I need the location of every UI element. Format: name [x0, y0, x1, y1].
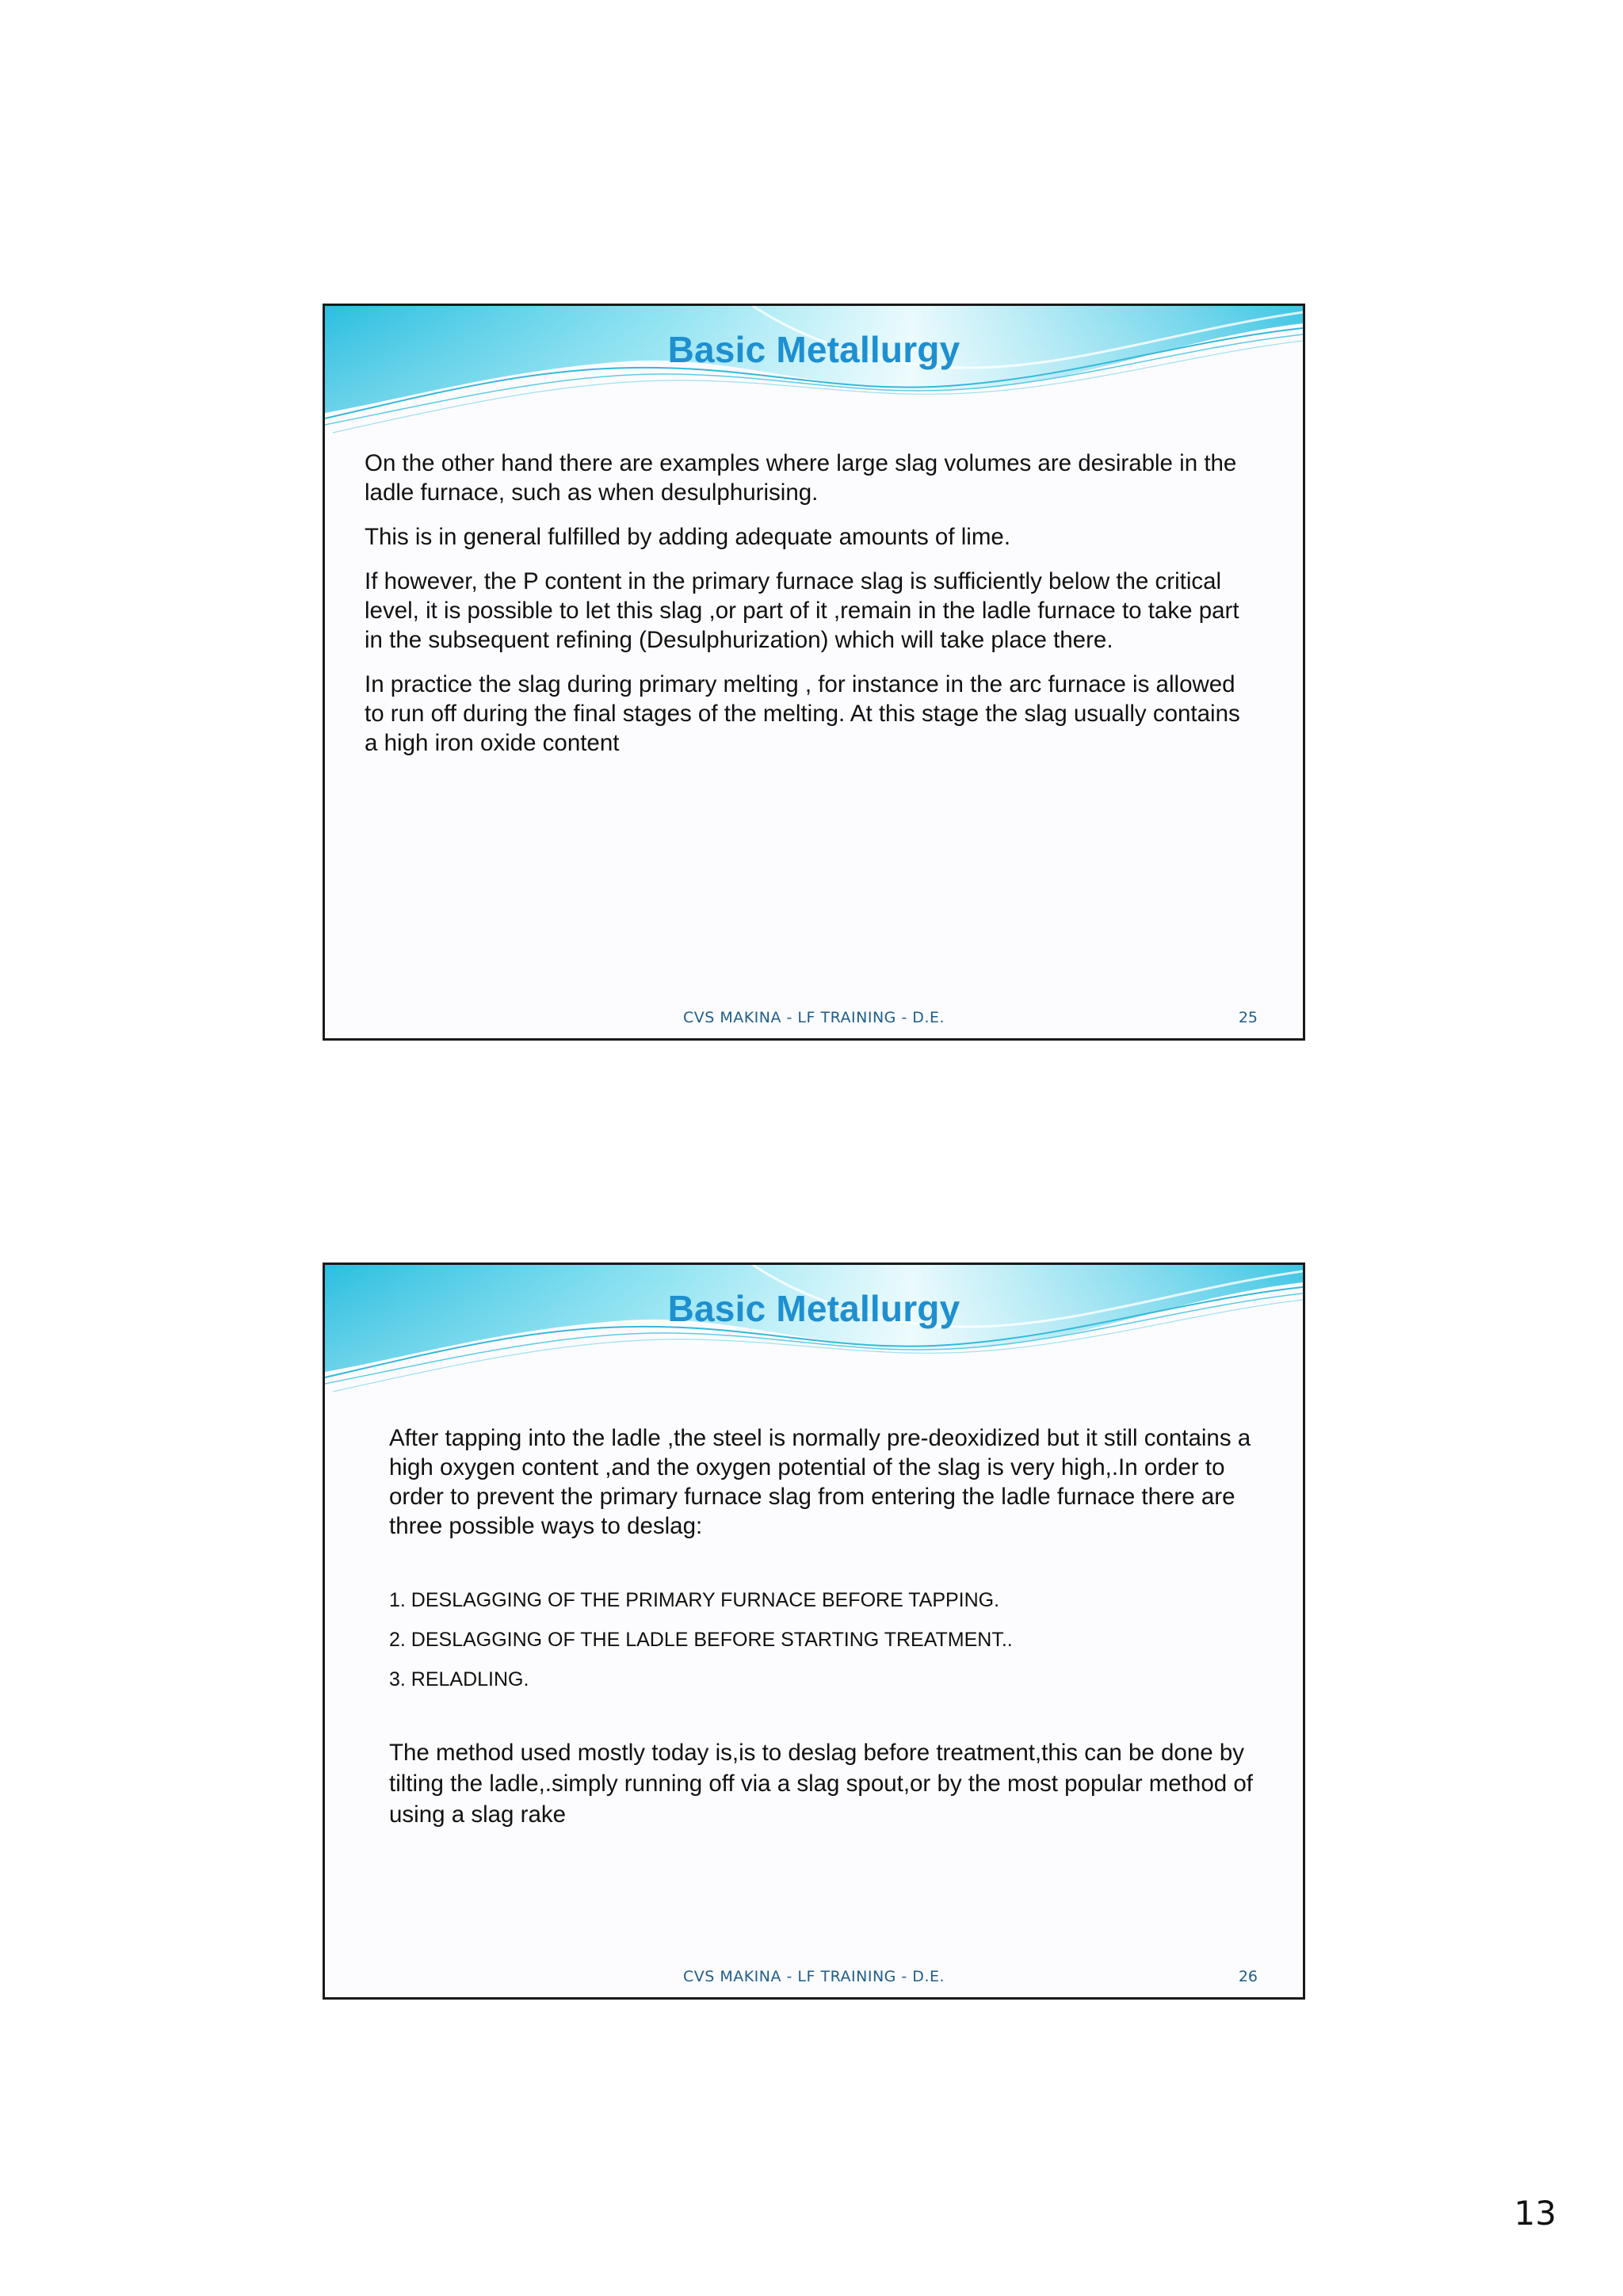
slide-25	[323, 304, 1305, 1041]
slide-number: 26	[1238, 1968, 1258, 1985]
slide-footer: CVS MAKINA - LF TRAINING - D.E.	[682, 1968, 945, 1985]
list-item: 2. DESLAGGING OF THE LADLE BEFORE STARTING TREATMENT..	[389, 1629, 1013, 1651]
deslag-methods-list	[389, 1588, 1253, 1691]
paragraph: This is in general fulfilled by adding adequate amounts of lime.	[365, 524, 1011, 550]
slide-body	[365, 449, 1244, 773]
paragraph: If however, the P content in the primary furnace slag is sufficiently below the critical level, it is possible to let this slag ,or part of it ,remain in the ladle furnace to take part in the subsequent refining (Desulphurization) which will take place there.	[365, 568, 1239, 653]
slide-26	[323, 1263, 1305, 2000]
slide-body	[389, 1423, 1253, 1830]
slide-title: Basic Metallurgy	[667, 1288, 960, 1329]
paragraph: The method used mostly today is,is to deslag before treatment,this can be done by tilting the ladle,.simply running off via a slag spout,or by the most popular method of using a slag rake	[389, 1740, 1253, 1828]
slide-title: Basic Metallurgy	[667, 329, 960, 370]
page-number: 13	[1514, 2194, 1556, 2233]
slide-number: 25	[1238, 1009, 1258, 1026]
paragraph: On the other hand there are examples where large slag volumes are desirable in the ladle furnace, such as when desulphurising.	[365, 450, 1237, 506]
list-item: 3. RELADLING.	[389, 1668, 529, 1690]
slide-footer: CVS MAKINA - LF TRAINING - D.E.	[682, 1009, 945, 1026]
list-item: 1. DESLAGGING OF THE PRIMARY FURNACE BEFORE TAPPING.	[389, 1589, 1000, 1611]
paragraph: In practice the slag during primary melting , for instance in the arc furnace is allowed to run off during the final stages of the melting. At this stage the slag usually contains a high iron oxide content	[365, 671, 1240, 756]
paragraph: After tapping into the ladle ,the steel is normally pre-deoxidized but it still contains a high oxygen content ,and the oxygen potential of the slag is very high,.In order to order to prevent the primary furnace slag from entering the ladle furnace there are three possible ways to deslag:	[389, 1425, 1251, 1539]
